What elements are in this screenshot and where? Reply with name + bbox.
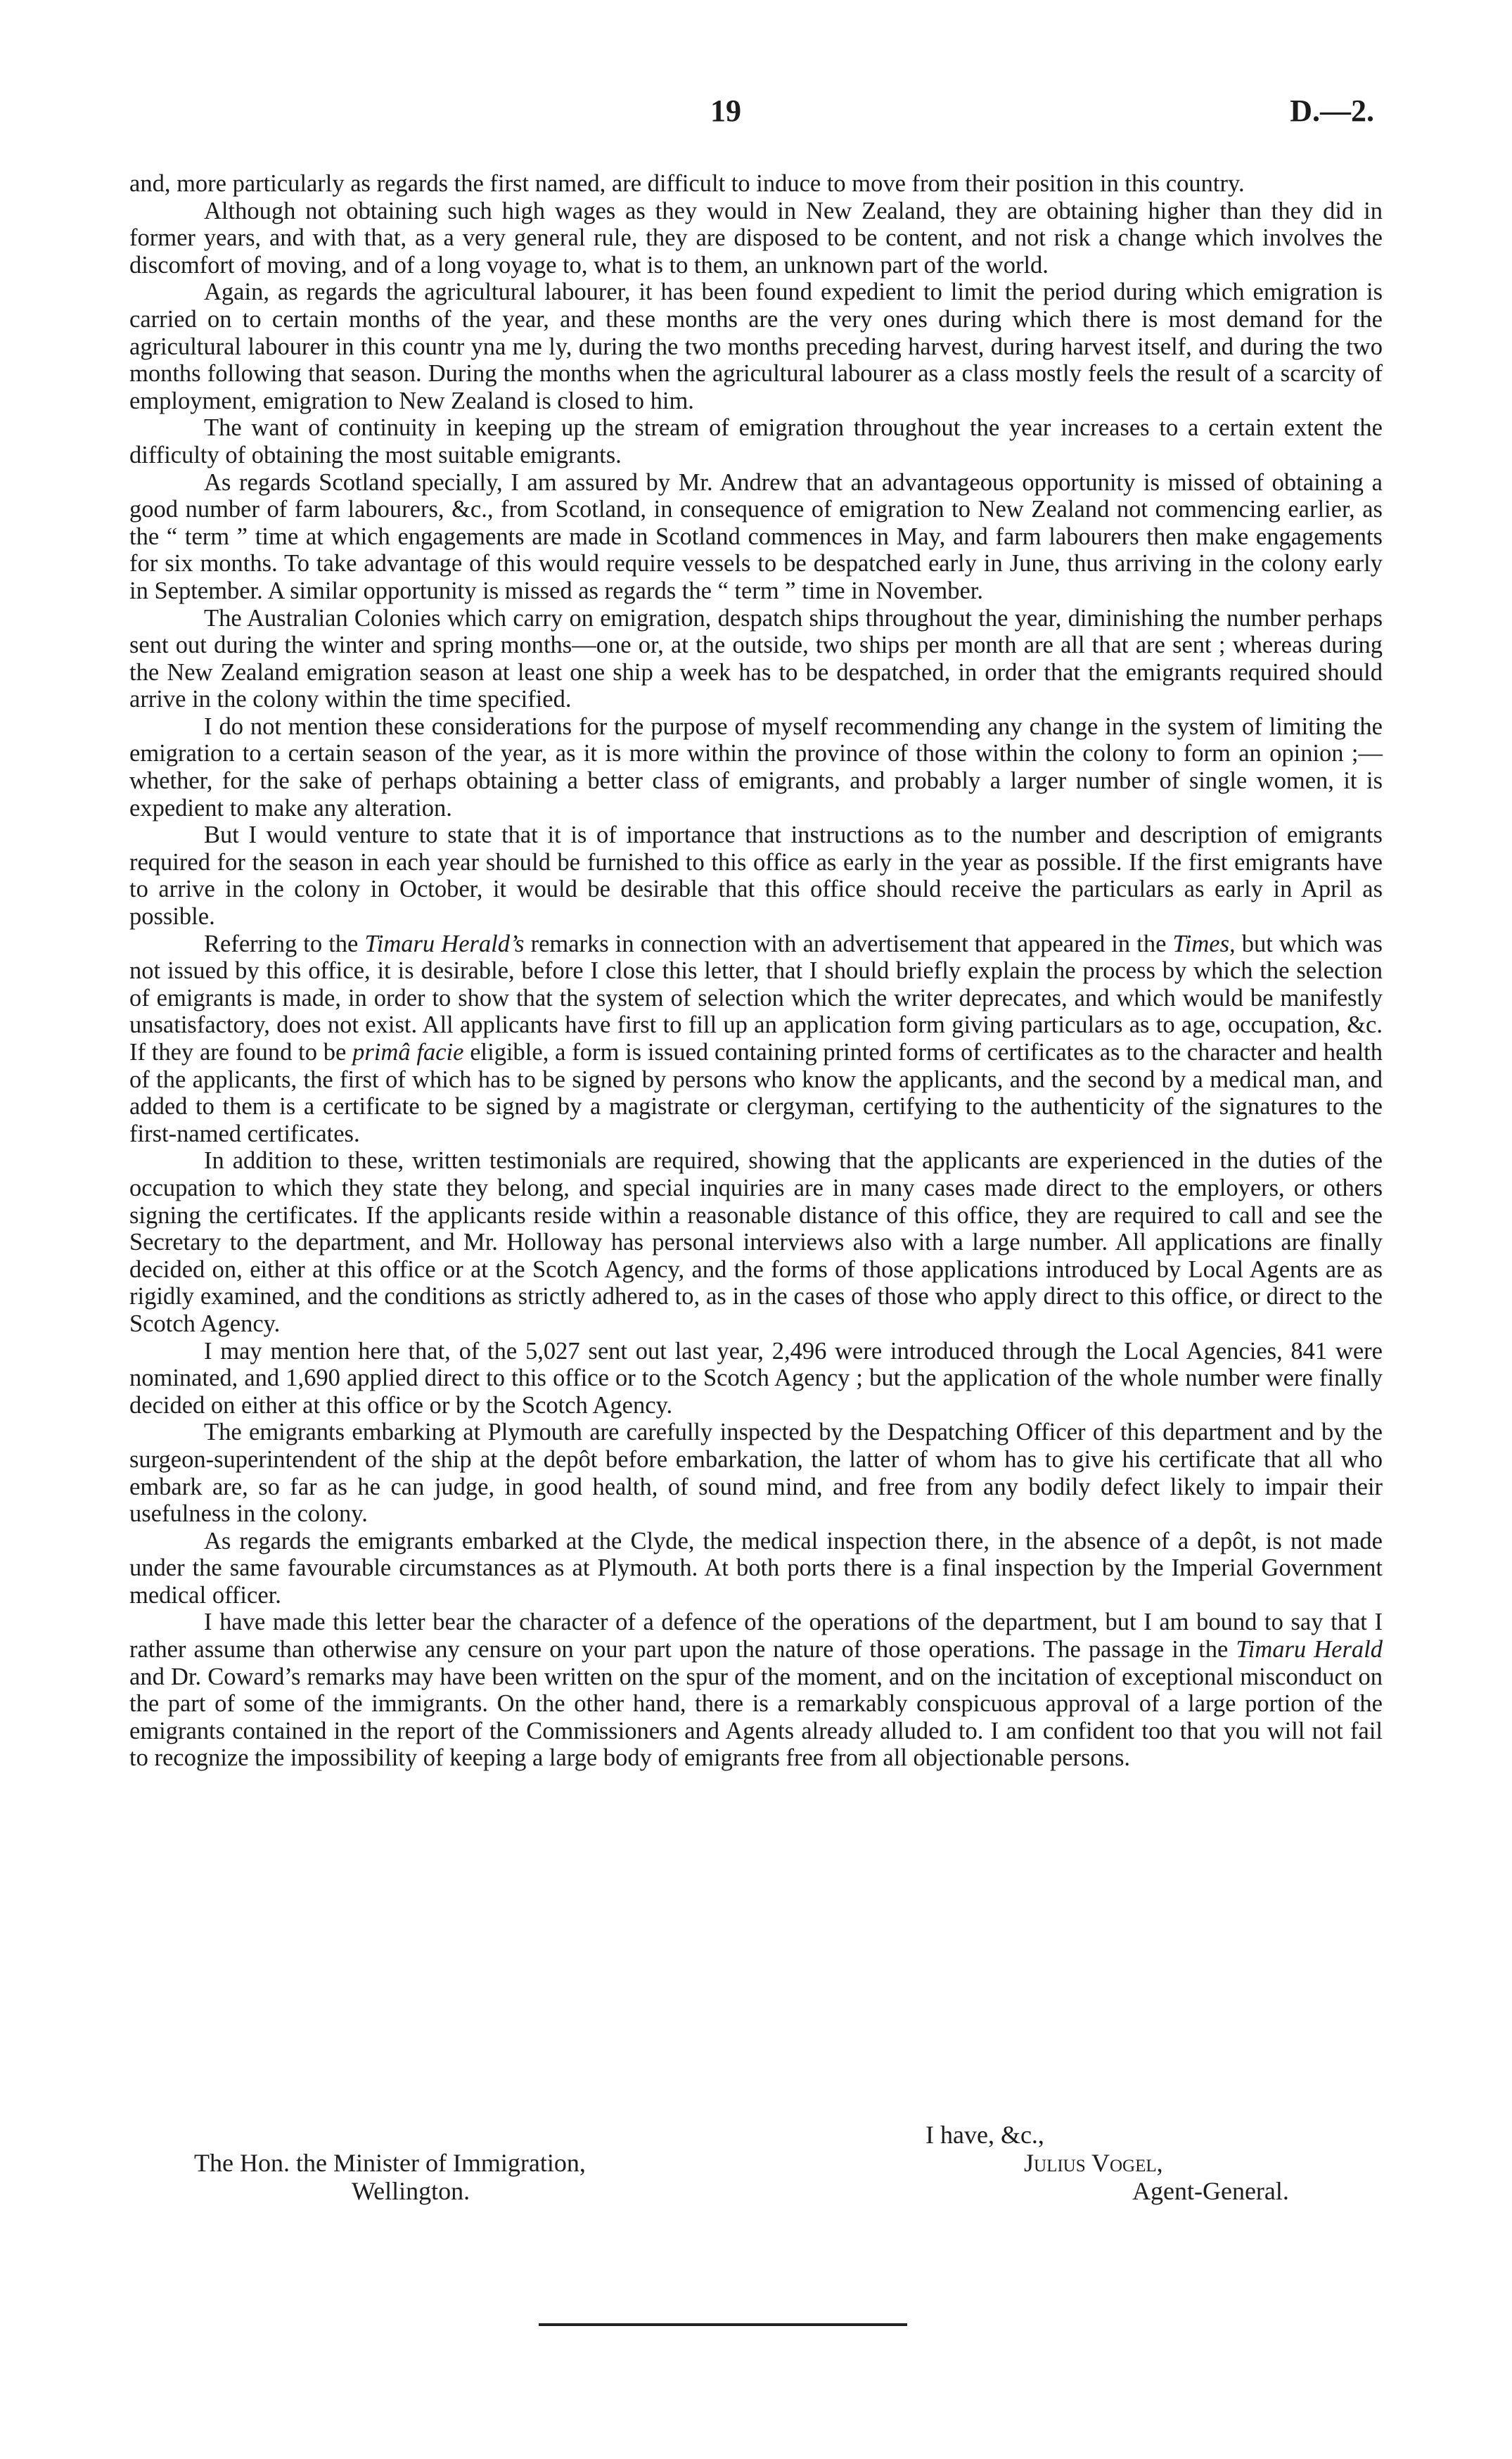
signatory-title: Agent-General. (1132, 2177, 1289, 2205)
paragraph-8: But I would venture to state that it is of importance that instructions as to the number and description of emigrants required for the season in each year should be furnished to this office as early in the year as possible. If the first emigrants have to arrive in the colony in October, it would be desirable that this office should receive the particulars as early in April as possible. (129, 822, 1383, 931)
signatory-name: Julius Vogel, (1024, 2149, 1163, 2177)
letter-body (129, 170, 1383, 1772)
page-header (0, 93, 1512, 135)
paragraph-10: In addition to these, written testimonials are required, showing that the applicants are experienced in the duties of the occupation to which they state they belong, and special inquiries are in many cases made direct to the employers, or others signing the certificates. If the applicants reside within a reasonable distance of this office, they are required to call and see the Secretary to the department, and Mr. Holloway has personal interviews also with a large number. All applications are finally decided on, either at this office or at the Scotch Agency, and the forms of those applications introduced by Local Agents are as rigidly examined, and the conditions as strictly adhered to, as in the cases of those who apply direct to this office, or direct to the Scotch Agency. (129, 1147, 1383, 1337)
paragraph-3: Again, as regards the agricultural labourer, it has been found expedient to limit the period during which emigration is carried on to certain months of the year, and these months are the very ones during which there is most demand for the agricultural labourer in this countr yna me ly, during the two months preceding harvest, during harvest itself, and during the two months following that season. During the months when the agricultural labourer as a class mostly feels the result of a scarcity of employment, emigration to New Zealand is closed to him. (129, 279, 1383, 414)
paragraph-1: and, more particularly as regards the first named, are difficult to induce to move from their position in this country. (129, 170, 1245, 197)
paragraph-5: As regards Scotland specially, I am assured by Mr. Andrew that an advantageous opportunity is missed of obtaining a good number of farm labourers, &c., from Scotland, in consequence of emigration to New Zealand not commencing earlier, as the “ term ” time at which engagements are made in Scotland commences in May, and farm labourers then make engagements for six months. To take advantage of this would require vessels to be despatched early in June, thus arriving in the colony early in September. A similar opportunity is missed as regards the “ term ” time in November. (129, 468, 1383, 604)
latin-phrase: primâ facie (352, 1039, 464, 1066)
newspaper-title: Times, (1172, 930, 1236, 957)
paragraph-6: The Australian Colonies which carry on emigration, despatch ships throughout the year, diminishing the number perhaps sent out during the winter and spring months—one or, at the outside, two ships per month are all that are sent ; whereas during the New Zealand emigration season at least one ship a week has to be despatched, in order that the emigrants required should arrive in the colony within the time specified. (129, 604, 1383, 713)
addressee-place: Wellington. (352, 2177, 470, 2205)
end-rule (539, 2323, 907, 2326)
newspaper-title: Timaru Herald’s (364, 930, 525, 957)
document-reference: D.—2. (1290, 94, 1374, 128)
paragraph-14: I have made this letter bear the character of a defence of the operations of the department, but I am bound to say that I rather assume than otherwise any censure on your part upon the nature of those operations. The passage in the Timaru Herald and Dr. Coward’s remarks may have been written on the spur of the moment, and on the incitation of exceptional misconduct on the part of some of the immigrants. On the other hand, there is a remarkably conspicuous approval of a large portion of the emigrants contained in the report of the Commissioners and Agents already alluded to. I am confident too that you will not fail to recognize the impossibility of keeping a large body of emigrants free from all objectionable persons. (129, 1609, 1383, 1772)
signature-block (0, 2121, 1512, 2240)
paragraph-13: As regards the emigrants embarked at the Clyde, the medical inspection there, in the absence of a depôt, is not made under the same favourable circumstances as at Plymouth. At both ports there is a final inspection by the Imperial Government medical officer. (129, 1527, 1383, 1609)
addressee: The Hon. the Minister of Immigration, (194, 2149, 586, 2177)
page-number: 19 (710, 94, 741, 128)
newspaper-title: Timaru Herald (1236, 1636, 1383, 1663)
closing-line: I have, &c., (925, 2121, 1044, 2149)
paragraph-11: I may mention here that, of the 5,027 sent out last year, 2,496 were introduced through the Local Agencies, 841 were nominated, and 1,690 applied direct to this office or to the Scotch Agency ; but the application of the whole number were finally decided on either at this office or by the Scotch Agency. (129, 1337, 1383, 1419)
paragraph-2: Although not obtaining such high wages as they would in New Zealand, they are obtaining higher than they did in former years, and with that, as a very general rule, they are disposed to be content, and not risk a change which involves the discomfort of moving, and of a long voyage to, what is to them, an unknown part of the world. (129, 197, 1383, 279)
paragraph-9: Referring to the Timaru Herald’s remarks in connection with an advertisement that appeared in the Times, but which was not issued by this office, it is desirable, before I close this letter, that I should briefly explain the process by which the selection of emigrants is made, in order to show that the system of selection which the writer deprecates, and which would be manifestly unsatisfactory, does not exist. All applicants have first to fill up an application form giving particulars as to age, occupation, &c. If they are found to be primâ facie eligible, a form is issued containing printed forms of certificates as to the character and health of the applicants, the first of which has to be signed by persons who know the applicants, and the second by a medical man, and added to them is a certificate to be signed by a magistrate or clergyman, certifying to the authenticity of the signatures to the first-named certificates. (129, 930, 1383, 1147)
paragraph-4: The want of continuity in keeping up the stream of emigration throughout the year increases to a certain extent the difficulty of obtaining the most suitable emigrants. (129, 414, 1383, 468)
paragraph-12: The emigrants embarking at Plymouth are carefully inspected by the Despatching Officer of this department and by the surgeon-superintendent of the ship at the depôt before embarkation, the latter of whom has to give his certificate that all who embark are, so far as he can judge, in good health, of sound mind, and free from any bodily defect likely to impair their usefulness in the colony. (129, 1419, 1383, 1528)
paragraph-7: I do not mention these considerations for the purpose of myself recommending any change in the system of limiting the emigration to a certain season of the year, as it is more within the province of those within the colony to form an opinion ;—whether, for the sake of perhaps obtaining a better class of emigrants, and probably a larger number of single women, it is expedient to make any alteration. (129, 713, 1383, 822)
